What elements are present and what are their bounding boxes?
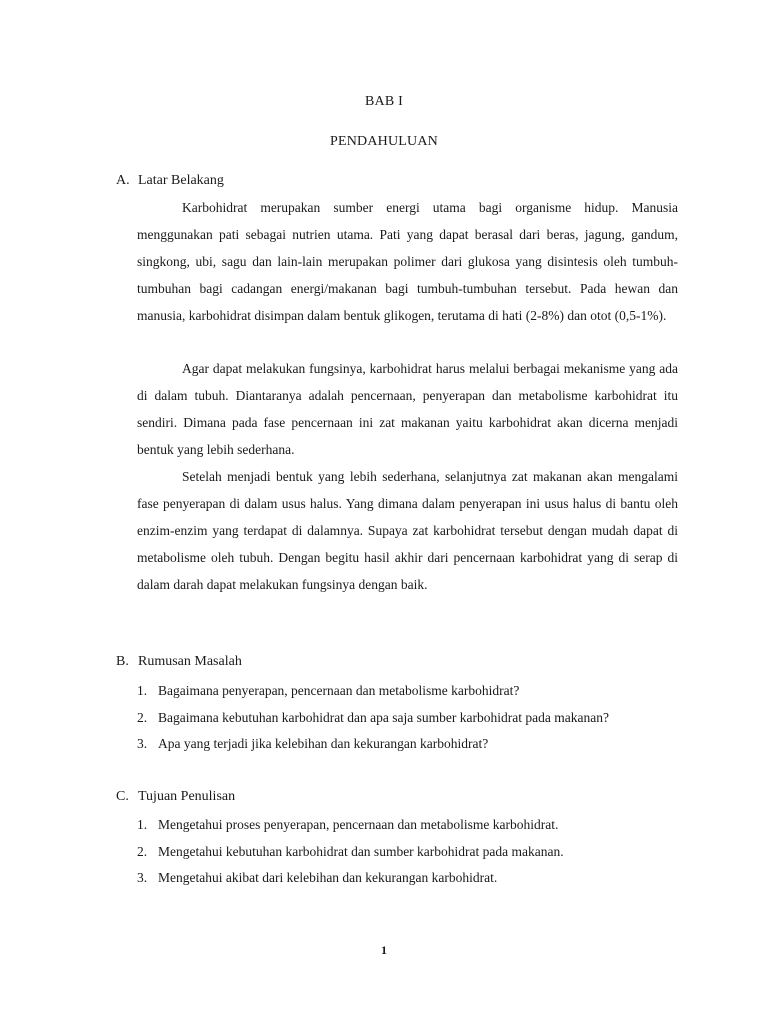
list-item-text: Apa yang terjadi jika kelebihan dan kekurangan karbohidrat?: [158, 736, 489, 752]
chapter-label: BAB I: [365, 94, 403, 109]
background-paragraph-1: Karbohidrat merupakan sumber energi utama bagi organisme hidup. Manusia menggunakan pati sebagai nutrien utama. Pati yang dapat berasal dari beras, jagung, gandum, singkong, ubi, sagu dan lain-lain merupakan polimer dari glukosa yang disintesis oleh tumbuh-tumbuhan bagi cadangan energi/makanan bagi tumbuh-tumbuhan tersebut. Pada hewan dan manusia, karbohidrat disimpan dalam bentuk glikogen, terutama di hati (2-8%) dan otot (0,5-1%).: [137, 200, 678, 323]
section-b-marker: B.: [116, 654, 129, 669]
section-a-title: Latar Belakang: [138, 173, 224, 188]
section-c-heading: [116, 789, 235, 805]
section-c-marker: C.: [116, 789, 129, 804]
list-item: [137, 868, 682, 895]
background-paragraph-2: Agar dapat melakukan fungsinya, karbohidrat harus melalui berbagai mekanisme yang ada di dalam tubuh. Diantaranya adalah pencernaan, penyerapan dan metabolisme karbohidrat itu sendiri. Dimana pada fase pencernaan ini zat makanan yaitu karbohidrat akan dicerna menjadi bentuk yang lebih sederhana.: [137, 361, 678, 457]
list-item-number: 1.: [137, 817, 148, 832]
list-item-number: 3.: [137, 736, 148, 752]
section-c-title: Tujuan Penulisan: [138, 789, 236, 804]
list-item-number: 1.: [137, 683, 148, 698]
section-a-heading: [116, 173, 224, 189]
objective-list: [137, 815, 682, 895]
list-item: [137, 734, 682, 761]
page-number: 1: [381, 943, 387, 957]
list-item: [137, 842, 682, 869]
list-item-text: Mengetahui akibat dari kelebihan dan kekurangan karbohidrat.: [158, 870, 498, 886]
list-item-number: 3.: [137, 870, 148, 886]
list-item-number: 2.: [137, 843, 148, 859]
list-item-text: Bagaimana kebutuhan karbohidrat dan apa saja sumber karbohidrat pada makanan?: [158, 709, 609, 725]
list-item-text: Mengetahui proses penyerapan, pencernaan dan metabolisme karbohidrat.: [158, 817, 559, 832]
section-b-heading: [116, 654, 242, 670]
list-item: [137, 815, 682, 842]
list-item: [137, 708, 682, 735]
list-item-number: 2.: [137, 709, 148, 725]
list-item-text: Bagaimana penyerapan, pencernaan dan metabolisme karbohidrat?: [158, 683, 520, 698]
chapter-title: PENDAHULUAN: [330, 134, 438, 149]
section-b-title: Rumusan Masalah: [138, 654, 242, 669]
background-paragraph-3: Setelah menjadi bentuk yang lebih sederhana, selanjutnya zat makanan akan mengalami fase penyerapan di dalam usus halus. Yang dimana dalam penyerapan ini usus halus di bantu oleh enzim-enzim yang terdapat di dalamnya. Supaya zat karbohidrat tersebut dengan mudah dapat di metabolisme oleh tubuh. Dengan begitu hasil akhir dari pencernaan karbohidrat yang di serap di dalam darah dapat melakukan fungsinya dengan baik.: [137, 469, 678, 592]
problem-list: [137, 681, 682, 761]
section-a-marker: A.: [116, 173, 130, 188]
list-item: [137, 681, 682, 708]
list-item-text: Mengetahui kebutuhan karbohidrat dan sumber karbohidrat pada makanan.: [158, 843, 564, 859]
